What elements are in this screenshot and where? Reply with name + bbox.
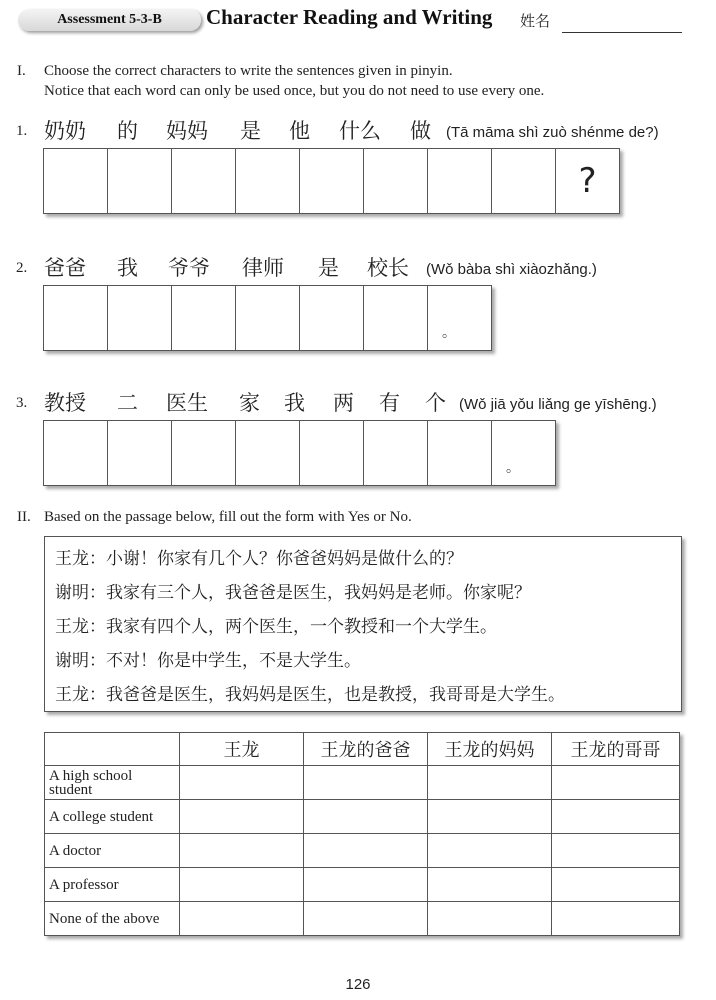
section-1-number: I. xyxy=(17,63,26,79)
answer-box[interactable] xyxy=(363,148,428,214)
section-1-instruction-1: Choose the correct characters to write the sentences given in pinyin. xyxy=(44,63,453,79)
answer-box-question-mark xyxy=(555,148,620,214)
answer-cell[interactable] xyxy=(304,766,428,800)
question-1-pinyin: (Tā māma shì zuò shénme de?) xyxy=(446,124,659,141)
answer-cell[interactable] xyxy=(180,902,304,936)
answer-box[interactable] xyxy=(235,148,300,214)
period-mark: 。 xyxy=(506,460,520,476)
row-label-line: A high school xyxy=(49,767,133,784)
answer-box[interactable] xyxy=(107,148,172,214)
answer-box[interactable] xyxy=(299,285,364,351)
question-1-word: 妈妈 xyxy=(166,119,208,143)
assessment-badge: Assessment 5-3-B xyxy=(18,9,201,31)
question-3-word: 两 xyxy=(333,391,354,415)
passage-line: 谢明：不对！你是中学生，不是大学生。 xyxy=(55,651,361,671)
question-2-word: 律师 xyxy=(242,256,284,280)
answer-cell[interactable] xyxy=(304,800,428,834)
answer-box[interactable] xyxy=(43,285,108,351)
answer-box[interactable] xyxy=(235,285,300,351)
row-label-line: student xyxy=(49,781,93,798)
answer-box[interactable] xyxy=(171,148,236,214)
answer-box[interactable] xyxy=(363,420,428,486)
answer-box[interactable] xyxy=(43,148,108,214)
question-3-word: 教授 xyxy=(44,391,86,415)
question-3-word: 二 xyxy=(117,391,138,415)
question-3-word: 有 xyxy=(379,391,400,415)
answer-cell[interactable] xyxy=(428,868,552,902)
passage-line: 王龙：我爸爸是医生，我妈妈是医生，也是教授，我哥哥是大学生。 xyxy=(55,685,565,705)
answer-cell[interactable] xyxy=(552,834,680,868)
answer-cell[interactable] xyxy=(552,902,680,936)
answer-box-period xyxy=(427,285,492,351)
question-3-word: 个 xyxy=(425,391,446,415)
question-2-word: 爸爸 xyxy=(44,256,86,280)
question-3-pinyin: (Wǒ jiā yǒu liǎng ge yīshēng.) xyxy=(459,396,657,413)
question-3-word: 医生 xyxy=(166,391,208,415)
answer-box[interactable] xyxy=(427,420,492,486)
passage-line: 王龙：我家有四个人，两个医生，一个教授和一个大学生。 xyxy=(55,617,497,637)
answer-box[interactable] xyxy=(171,420,236,486)
answer-cell[interactable] xyxy=(552,868,680,902)
name-label: 姓名 xyxy=(520,12,551,30)
section-2-instruction: Based on the passage below, fill out the form with Yes or No. xyxy=(44,509,412,525)
question-2-answer-boxes xyxy=(43,285,492,351)
page-title: Character Reading and Writing xyxy=(206,5,493,29)
answer-box[interactable] xyxy=(427,148,492,214)
answer-box[interactable] xyxy=(491,148,556,214)
answer-cell[interactable] xyxy=(552,800,680,834)
table-row xyxy=(45,868,680,902)
answer-cell[interactable] xyxy=(428,766,552,800)
answer-cell[interactable] xyxy=(180,868,304,902)
answer-box[interactable] xyxy=(107,285,172,351)
table-row xyxy=(45,902,680,936)
answer-box[interactable] xyxy=(107,420,172,486)
question-1-word: 他 xyxy=(289,119,310,143)
table-header: 王龙 xyxy=(180,733,304,766)
row-label: A doctor xyxy=(45,834,180,868)
answer-cell[interactable] xyxy=(428,834,552,868)
question-3-word: 我 xyxy=(284,391,305,415)
answer-cell[interactable] xyxy=(304,902,428,936)
question-1-word: 做 xyxy=(410,119,431,143)
answer-box[interactable] xyxy=(235,420,300,486)
answer-box[interactable] xyxy=(363,285,428,351)
answer-cell[interactable] xyxy=(304,868,428,902)
question-2-word: 校长 xyxy=(367,256,409,280)
yes-no-form xyxy=(44,732,680,936)
question-3-word: 家 xyxy=(239,391,260,415)
question-2-word: 是 xyxy=(318,256,339,280)
name-input-line[interactable] xyxy=(562,32,682,33)
question-1-number: 1. xyxy=(16,123,28,139)
table-row xyxy=(45,834,680,868)
row-label: None of the above xyxy=(45,902,180,936)
answer-cell[interactable] xyxy=(180,766,304,800)
answer-box[interactable] xyxy=(299,420,364,486)
answer-cell[interactable] xyxy=(552,766,680,800)
period-mark: 。 xyxy=(442,325,456,341)
table-header: 王龙的妈妈 xyxy=(428,733,552,766)
answer-cell[interactable] xyxy=(180,834,304,868)
answer-cell[interactable] xyxy=(180,800,304,834)
page-number: 126 xyxy=(345,976,371,993)
question-2-word: 爷爷 xyxy=(168,256,210,280)
answer-cell[interactable] xyxy=(428,902,552,936)
question-1-answer-boxes xyxy=(43,148,620,214)
question-2-number: 2. xyxy=(16,260,28,276)
answer-cell[interactable] xyxy=(304,834,428,868)
answer-box[interactable] xyxy=(299,148,364,214)
answer-box[interactable] xyxy=(171,285,236,351)
table-row xyxy=(45,766,680,800)
answer-cell[interactable] xyxy=(428,800,552,834)
question-2-word: 我 xyxy=(117,256,138,280)
row-label xyxy=(45,766,180,800)
table-header-row xyxy=(45,733,680,766)
row-label: A college student xyxy=(45,800,180,834)
section-1-instruction-2: Notice that each word can only be used once, but you do not need to use every one. xyxy=(44,83,545,99)
answer-box-period xyxy=(491,420,556,486)
section-2-number: II. xyxy=(17,509,31,525)
table-header-blank xyxy=(45,733,180,766)
table-header: 王龙的哥哥 xyxy=(552,733,680,766)
passage-line: 王龙：小谢！你家有几个人？你爸爸妈妈是做什么的？ xyxy=(55,549,463,569)
question-1-word: 奶奶 xyxy=(44,119,86,143)
question-1-word: 什么 xyxy=(339,119,381,143)
table-row xyxy=(45,800,680,834)
question-2-pinyin: (Wǒ bàba shì xiàozhǎng.) xyxy=(426,261,597,278)
dialogue-passage xyxy=(44,536,682,712)
question-mark: ? xyxy=(578,161,597,201)
question-3-answer-boxes xyxy=(43,420,556,486)
passage-line: 谢明：我家有三个人，我爸爸是医生，我妈妈是老师。你家呢？ xyxy=(55,583,531,603)
question-1-word: 是 xyxy=(240,119,261,143)
question-1-word: 的 xyxy=(117,119,138,143)
question-3-number: 3. xyxy=(16,395,28,411)
answer-box[interactable] xyxy=(43,420,108,486)
table-header: 王龙的爸爸 xyxy=(304,733,428,766)
row-label: A professor xyxy=(45,868,180,902)
